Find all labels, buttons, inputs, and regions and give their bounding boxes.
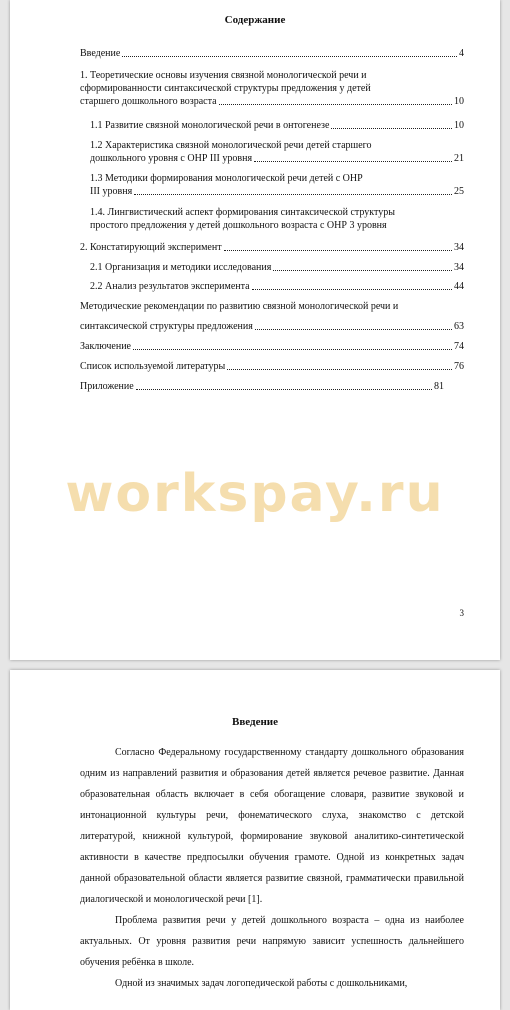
toc-entry-text: 2.2 Анализ результатов эксперимента bbox=[90, 281, 250, 292]
toc-entry-text: Заключение bbox=[80, 341, 131, 352]
watermark: workspay.ru bbox=[65, 464, 445, 524]
toc-entry-recommendations[interactable] bbox=[80, 300, 464, 313]
toc-entry-recommendations-cont[interactable] bbox=[80, 320, 464, 333]
toc-entry-text: сформированности синтаксической структуры предложения у детей bbox=[80, 83, 371, 94]
toc-entry-text: 2.1 Организация и методики исследования bbox=[90, 262, 272, 273]
toc-entry-text: Введение bbox=[80, 48, 121, 59]
toc-entry-text: синтаксической структуры предложения bbox=[80, 321, 253, 332]
toc-entry-text: старшего дошкольного возраста bbox=[80, 96, 217, 107]
toc-entry-page: 76 bbox=[454, 361, 464, 372]
paragraph: Одной из значимых задач логопедической работы с дошкольниками, bbox=[115, 978, 408, 989]
paragraph: Согласно Федеральному государственному стандарту дошкольного образования одним из направлений развития и образования детей является речевое развитие. Данная образовательная область включает в себя обогащение словаря, развитие звуковой и интонационной культуры речи, фонематического слуха, знакомство с детской литературой, книжной культурой, формирование звуковой аналитико-синтетической активности в качестве предпосылки обучения грамоте. Одной из конкретных задач данной образовательной области является развитие связной, грамматически правильной диалогической и монологической речи [1]. bbox=[80, 747, 464, 905]
toc-heading: Содержание bbox=[224, 14, 286, 26]
toc-entry-chapter-2[interactable] bbox=[80, 241, 464, 254]
toc-entry-1-1[interactable] bbox=[90, 119, 464, 132]
toc-entry-page: 10 bbox=[454, 120, 464, 131]
paragraph: Проблема развития речи у детей дошкольного возраста – одна из наиболее актуальных. От уровня развития речи напрямую зависит успешность дальнейшего обучения ребёнка в школе. bbox=[80, 915, 464, 968]
toc-entry-appendix[interactable] bbox=[80, 380, 444, 393]
page-number: 3 bbox=[459, 608, 464, 618]
toc-entry-1-4[interactable] bbox=[90, 206, 464, 232]
toc-entry-text: Приложение bbox=[80, 381, 134, 392]
toc-entry-page: 63 bbox=[454, 321, 464, 332]
toc-entry-text: 2. Констатирующий эксперимент bbox=[80, 242, 222, 253]
toc-entry-2-1[interactable] bbox=[90, 261, 464, 274]
document-page-1 bbox=[10, 0, 500, 660]
toc-entry-text: 1.1 Развитие связной монологической речи в онтогенезе bbox=[90, 120, 330, 131]
toc-entry-page: 34 bbox=[454, 242, 464, 253]
toc-entry-page: 10 bbox=[454, 96, 464, 107]
toc-entry-text: Список используемой литературы bbox=[80, 361, 226, 372]
toc-entry-2-2[interactable] bbox=[90, 280, 464, 293]
toc-entry-text: дошкольного уровня с ОНР III уровня bbox=[90, 153, 253, 164]
toc-entry-chapter-1[interactable] bbox=[80, 69, 464, 108]
toc-entry-1-2[interactable] bbox=[90, 139, 464, 165]
toc-entry-text: Методические рекомендации по развитию связной монологической речи и bbox=[80, 301, 399, 312]
toc-entry-references[interactable] bbox=[80, 360, 464, 373]
toc-entry-page: 25 bbox=[454, 186, 464, 197]
toc-entry-text: 1.4. Лингвистический аспект формирования синтаксической структуры bbox=[90, 207, 395, 218]
toc-entry-conclusion[interactable] bbox=[80, 340, 464, 353]
toc-entry-text: 1. Теоретические основы изучения связной монологической речи и bbox=[80, 70, 367, 81]
toc-entry-1-3[interactable] bbox=[90, 172, 464, 198]
toc-entry-page: 44 bbox=[454, 281, 464, 292]
toc-entry-page: 74 bbox=[454, 341, 464, 352]
body-text bbox=[80, 742, 464, 994]
toc-entry-introduction[interactable] bbox=[80, 47, 464, 60]
toc-entry-page: 21 bbox=[454, 153, 464, 164]
toc-entry-text: III уровня bbox=[90, 186, 133, 197]
toc-entry-text: простого предложения у детей дошкольного возраста с ОНР 3 уровня bbox=[90, 220, 387, 231]
document-page-2 bbox=[10, 670, 500, 1010]
section-heading: Введение bbox=[231, 716, 279, 728]
toc-entry-text: 1.3 Методики формирования монологической речи детей с ОНР bbox=[90, 173, 363, 184]
toc-entry-text: 1.2 Характеристика связной монологической речи детей старшего bbox=[90, 140, 372, 151]
toc-entry-page: 81 bbox=[434, 381, 444, 392]
toc-entry-page: 4 bbox=[459, 48, 464, 59]
toc-entry-page: 34 bbox=[454, 262, 464, 273]
